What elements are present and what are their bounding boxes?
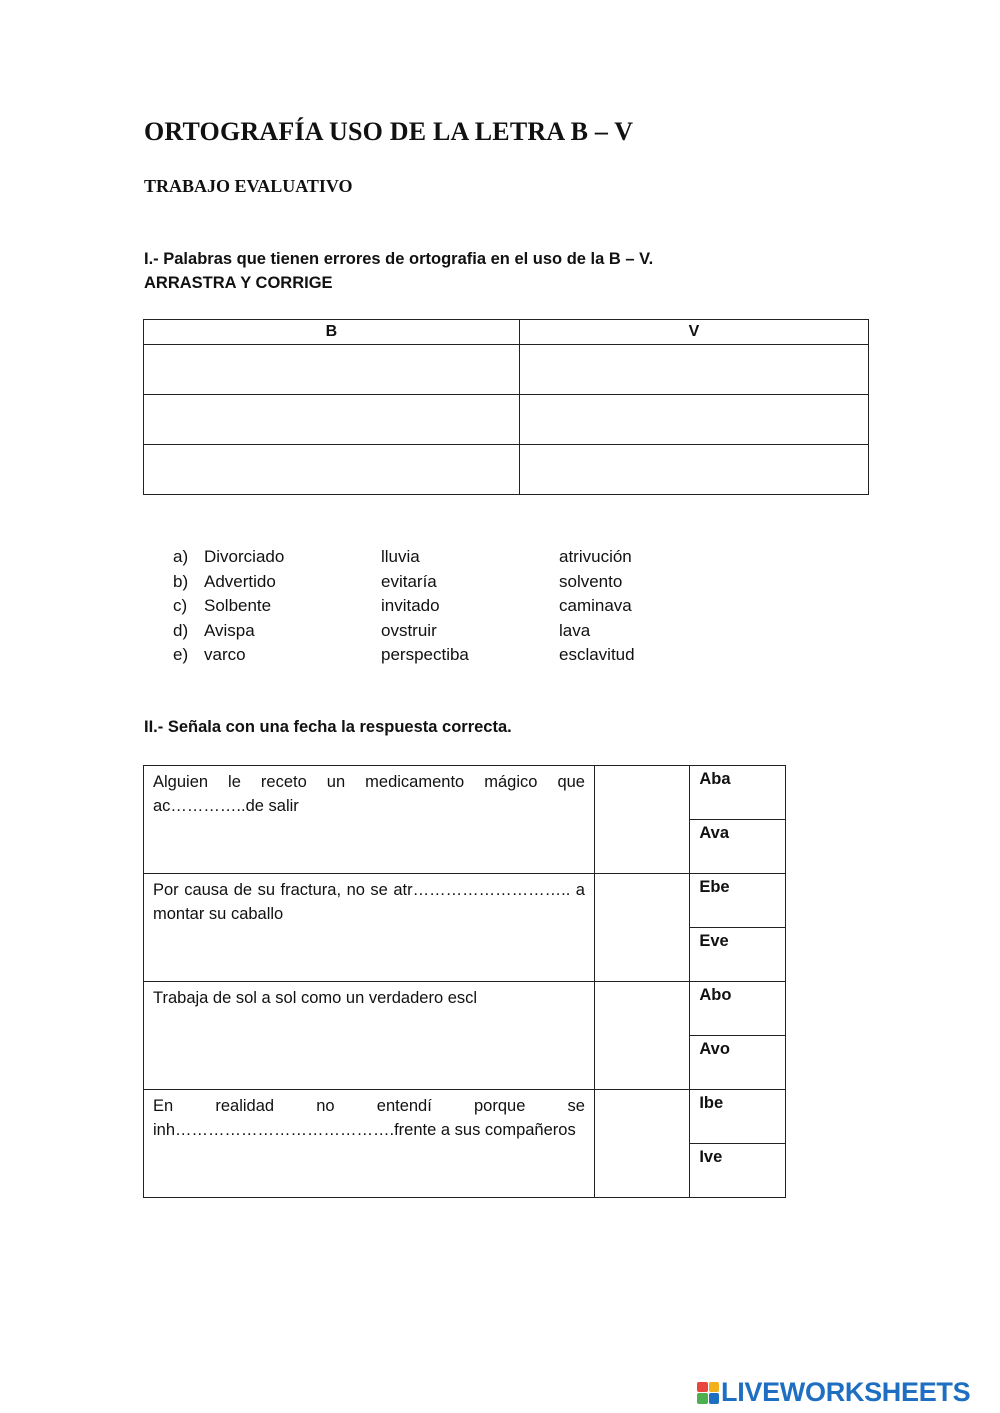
drop-zone-b-2[interactable] [144,395,520,445]
answer-option[interactable]: Avo [690,1036,786,1090]
answer-option[interactable]: Ebe [690,874,786,928]
logo-tile [709,1382,720,1393]
row-letter: d) [173,620,189,640]
draggable-word[interactable]: Solbente [204,596,272,616]
question-text: Por causa de su fractura, no se atr……………………….. a montar su caballo [144,874,595,982]
drop-zone-b-1[interactable] [144,345,520,395]
drop-zone-b-3[interactable] [144,445,520,495]
answer-table [143,765,786,1198]
draggable-word[interactable]: varco [204,645,246,665]
answer-option[interactable]: Ive [690,1144,786,1198]
draggable-word[interactable]: solvento [559,571,623,591]
logo-tile [697,1393,708,1404]
draggable-word[interactable]: Divorciado [204,547,285,566]
answer-option[interactable]: Ava [690,820,786,874]
row-letter: c) [173,596,188,616]
draggable-word[interactable]: perspectiba [381,645,469,665]
answer-slot[interactable] [594,874,689,982]
liveworksheets-logo-text: LIVEWORKSHEETS [721,1377,971,1407]
word-list-row [173,570,709,595]
answer-slot[interactable] [594,982,689,1090]
question-text: En realidad no entendí porque se inh………………………………….frente a sus compañeros [144,1090,595,1198]
answer-option[interactable]: Abo [690,982,786,1036]
word-list [173,545,709,668]
row-letter: e) [173,645,189,665]
row-letter: b) [173,571,189,591]
draggable-word[interactable]: Avispa [204,620,255,640]
word-list-row [173,619,709,644]
answer-option[interactable]: Aba [690,766,786,820]
bv-sort-table [143,319,869,495]
answer-slot[interactable] [594,1090,689,1198]
word-list-row [173,643,709,668]
column-header-v: V [519,320,868,345]
drop-zone-v-2[interactable] [519,395,868,445]
draggable-word[interactable]: lluvia [381,547,420,566]
liveworksheets-logo-icon [697,1382,719,1404]
section1-instruction-drag: ARRASTRA Y CORRIGE [144,274,333,292]
word-list-row [173,594,709,619]
section1-instruction: I.- Palabras que tienen errores de ortografia en el uso de la B – V. [144,250,654,268]
answer-option[interactable]: Eve [690,928,786,982]
liveworksheets-logo [697,1377,970,1408]
question-text: Trabaja de sol a sol como un verdadero escl [144,982,595,1090]
draggable-word[interactable]: ovstruir [381,620,437,640]
drop-zone-v-3[interactable] [519,445,868,495]
section2-instruction: II.- Señala con una fecha la respuesta correcta. [144,718,512,736]
column-header-b: B [144,320,520,345]
draggable-word[interactable]: invitado [381,596,440,616]
word-list-row [173,545,709,570]
logo-tile [709,1393,720,1404]
draggable-word[interactable]: lava [559,620,591,640]
draggable-word[interactable]: atrivución [559,547,632,566]
question-text: Alguien le receto un medicamento mágico que ac…………..de salir [144,766,595,874]
draggable-word[interactable]: Advertido [204,571,276,591]
drop-zone-v-1[interactable] [519,345,868,395]
draggable-word[interactable]: esclavitud [559,645,635,665]
logo-tile [697,1382,708,1393]
document-subtitle: TRABAJO EVALUATIVO [144,176,353,196]
row-letter: a) [173,547,189,566]
answer-option[interactable]: Ibe [690,1090,786,1144]
draggable-word[interactable]: evitaría [381,571,437,591]
draggable-word[interactable]: caminava [559,596,632,616]
section1-instructions [144,247,653,295]
answer-slot[interactable] [594,766,689,874]
document-title: ORTOGRAFÍA USO DE LA LETRA B – V [144,117,634,146]
